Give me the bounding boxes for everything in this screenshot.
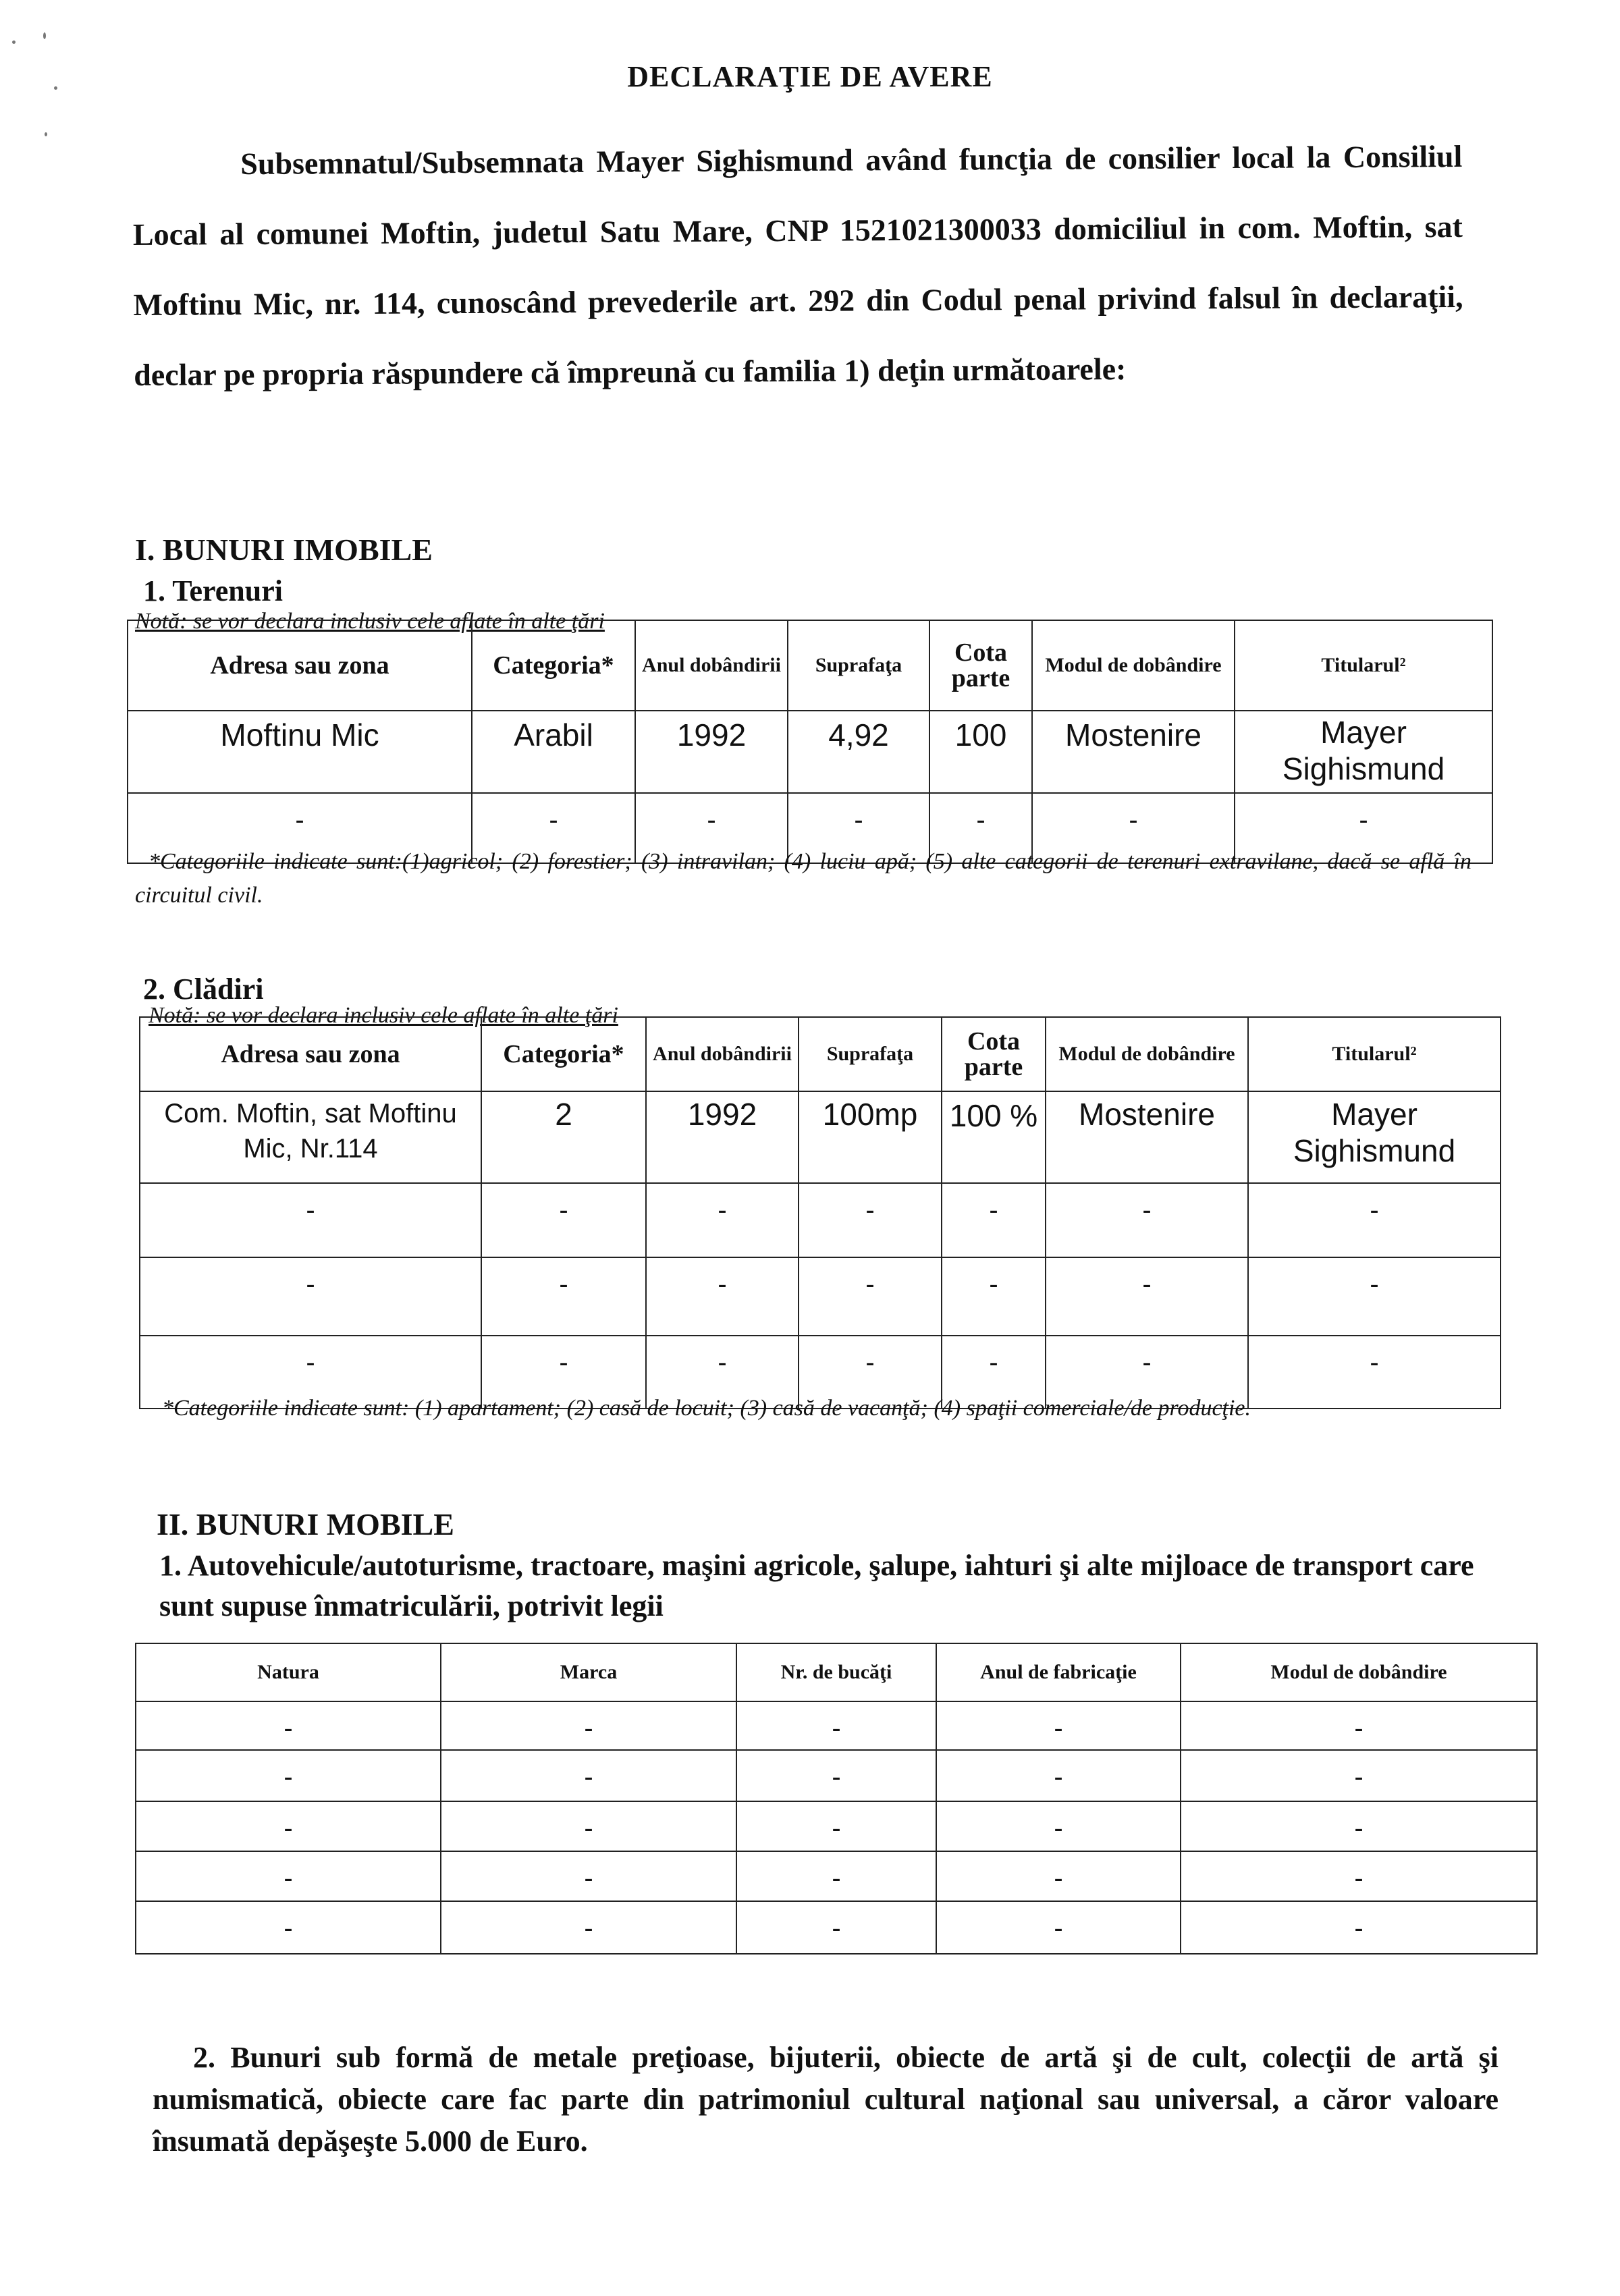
header-cota: Cota parte bbox=[929, 620, 1032, 711]
cell-cota: 100 bbox=[929, 711, 1032, 793]
cell-titularul: Mayer Sighismund bbox=[1235, 711, 1492, 793]
cell-nr-bucati: - bbox=[736, 1701, 936, 1750]
table-row bbox=[136, 1701, 1537, 1750]
cell-suprafata: - bbox=[799, 1183, 942, 1257]
cell-natura: - bbox=[136, 1901, 441, 1954]
scan-speck bbox=[43, 32, 46, 39]
note-terenuri: Notă: se vor declara inclusiv cele aflate în alte ţări bbox=[135, 609, 605, 634]
section-heading-mobile: II. BUNURI MOBILE bbox=[157, 1507, 454, 1541]
header-titularul: Titularul² bbox=[1248, 1017, 1501, 1091]
cell-nr-bucati: - bbox=[736, 1750, 936, 1801]
cell-categoria: Arabil bbox=[472, 711, 635, 793]
section-heading-imobile: I. BUNURI IMOBILE bbox=[135, 532, 433, 567]
cell-anul: 1992 bbox=[635, 711, 788, 793]
table-header-row bbox=[140, 1017, 1501, 1091]
cell-cota: - bbox=[929, 793, 1032, 863]
cell-modul: - bbox=[1181, 1901, 1537, 1954]
cell-marca: - bbox=[441, 1750, 736, 1801]
header-adresa: Adresa sau zona bbox=[140, 1017, 481, 1091]
cell-categoria: 2 bbox=[481, 1091, 646, 1183]
cell-titularul: - bbox=[1248, 1183, 1501, 1257]
cell-adresa: - bbox=[140, 1336, 481, 1409]
document-title: DECLARAŢIE DE AVERE bbox=[627, 60, 993, 93]
terenuri-table bbox=[127, 620, 1493, 864]
cell-nr-bucati: - bbox=[736, 1901, 936, 1954]
table-row bbox=[140, 1091, 1501, 1183]
cell-anul-fabricatie: - bbox=[936, 1801, 1181, 1851]
header-adresa: Adresa sau zona bbox=[128, 620, 472, 711]
cell-anul: - bbox=[646, 1183, 799, 1257]
footnote-terenuri: *Categoriile indicate sunt:(1)agricol; (2) forestier; (3) intravilan; (4) luciu apă; (5) alte categorii de terenuri extravilane, dacă se află în circuitul civil. bbox=[135, 849, 1472, 908]
cell-categoria: - bbox=[481, 1336, 646, 1409]
header-cota: Cota parte bbox=[942, 1017, 1046, 1091]
cell-marca: - bbox=[441, 1901, 736, 1954]
vehicule-table bbox=[135, 1643, 1538, 1955]
header-suprafata: Suprafaţa bbox=[799, 1017, 942, 1091]
table-row bbox=[136, 1750, 1537, 1801]
cell-anul: - bbox=[646, 1257, 799, 1336]
header-anul: Anul dobândirii bbox=[646, 1017, 799, 1091]
footnote-cladiri: *Categoriile indicate sunt: (1) apartament; (2) casă de locuit; (3) casă de vacanţă; (4) spaţii comerciale/de producţie. bbox=[162, 1396, 1251, 1421]
declaration-intro: Subsemnatul/Subsemnata Mayer Sighismund având funcţia de consilier local la Consiliul Local al comunei Moftin, judetul Satu Mare, CNP 1521021300033 domiciliul in com. Moftin, sat Moftinu Mic, nr. 114, cunoscând prevederile art. 292 din Codul penal privind falsul în declaraţii, declar pe propria răspundere că împreună cu familia 1) deţin următoarele: bbox=[132, 138, 1463, 392]
cell-cota: - bbox=[942, 1257, 1046, 1336]
cell-categoria: - bbox=[481, 1183, 646, 1257]
cell-adresa: Moftinu Mic bbox=[128, 711, 472, 793]
cell-modul: - bbox=[1181, 1750, 1537, 1801]
cell-natura: - bbox=[136, 1801, 441, 1851]
header-modul: Modul de dobândire bbox=[1046, 1017, 1248, 1091]
cell-titularul: - bbox=[1235, 793, 1492, 863]
cell-natura: - bbox=[136, 1750, 441, 1801]
header-modul: Modul de dobândire bbox=[1181, 1643, 1537, 1701]
cell-titularul: Mayer Sighismund bbox=[1248, 1091, 1501, 1183]
cell-modul: - bbox=[1032, 793, 1235, 863]
cell-modul: - bbox=[1046, 1257, 1248, 1336]
cell-cota: - bbox=[942, 1336, 1046, 1409]
cell-cota: - bbox=[942, 1183, 1046, 1257]
cell-modul: - bbox=[1046, 1336, 1248, 1409]
cell-suprafata: - bbox=[799, 1336, 942, 1409]
note-cladiri: Notă: se vor declara inclusiv cele aflate în alte ţări bbox=[148, 1003, 618, 1028]
cell-anul: - bbox=[646, 1336, 799, 1409]
table-row bbox=[136, 1801, 1537, 1851]
table-row bbox=[140, 1183, 1501, 1257]
cell-anul-fabricatie: - bbox=[936, 1851, 1181, 1901]
cell-nr-bucati: - bbox=[736, 1801, 936, 1851]
table-header-row bbox=[128, 620, 1492, 711]
cell-modul: - bbox=[1046, 1183, 1248, 1257]
header-categoria: Categoria* bbox=[481, 1017, 646, 1091]
cell-natura: - bbox=[136, 1851, 441, 1901]
cell-adresa: - bbox=[128, 793, 472, 863]
table-row bbox=[128, 711, 1492, 793]
cell-adresa: - bbox=[140, 1257, 481, 1336]
cell-categoria: - bbox=[472, 793, 635, 863]
cell-modul: Mostenire bbox=[1032, 711, 1235, 793]
cell-modul: - bbox=[1181, 1701, 1537, 1750]
cell-anul: - bbox=[635, 793, 788, 863]
cell-modul: - bbox=[1181, 1801, 1537, 1851]
header-nr-bucati: Nr. de bucăţi bbox=[736, 1643, 936, 1701]
cell-suprafata: - bbox=[788, 793, 929, 863]
header-anul: Anul dobândirii bbox=[635, 620, 788, 711]
cell-suprafata: - bbox=[799, 1257, 942, 1336]
cell-anul-fabricatie: - bbox=[936, 1901, 1181, 1954]
header-anul-fabricatie: Anul de fabricaţie bbox=[936, 1643, 1181, 1701]
cell-titularul: - bbox=[1248, 1257, 1501, 1336]
header-marca: Marca bbox=[441, 1643, 736, 1701]
cell-modul: - bbox=[1181, 1851, 1537, 1901]
cladiri-table bbox=[139, 1016, 1501, 1409]
cell-marca: - bbox=[441, 1801, 736, 1851]
table-header-row bbox=[136, 1643, 1537, 1701]
cell-adresa: - bbox=[140, 1183, 481, 1257]
cell-nr-bucati: - bbox=[736, 1851, 936, 1901]
header-natura: Natura bbox=[136, 1643, 441, 1701]
cell-marca: - bbox=[441, 1701, 736, 1750]
header-titularul: Titularul² bbox=[1235, 620, 1492, 711]
header-modul: Modul de dobândire bbox=[1032, 620, 1235, 711]
cell-adresa: Com. Moftin, sat Moftinu Mic, Nr.114 bbox=[140, 1091, 481, 1183]
subsection-heading-cladiri: 2. Clădiri bbox=[143, 973, 264, 1006]
cell-suprafata: 100mp bbox=[799, 1091, 942, 1183]
cell-marca: - bbox=[441, 1851, 736, 1901]
subsection-heading-vehicule: 1. Autovehicule/autoturisme, tractoare, maşini agricole, şalupe, iahturi şi alte mijloace de transport care sunt supuse înmatriculării, potrivit legii bbox=[159, 1549, 1474, 1622]
cell-titularul: - bbox=[1248, 1336, 1501, 1409]
cell-anul: 1992 bbox=[646, 1091, 799, 1183]
cell-suprafata: 4,92 bbox=[788, 711, 929, 793]
header-suprafata: Suprafaţa bbox=[788, 620, 929, 711]
cell-cota: 100 % bbox=[942, 1091, 1046, 1183]
table-row bbox=[136, 1851, 1537, 1901]
table-row bbox=[140, 1257, 1501, 1336]
subsection-heading-terenuri: 1. Terenuri bbox=[143, 574, 284, 607]
subsection-heading-metale: 2. Bunuri sub formă de metale preţioase, bijuterii, obiecte de artă şi de cult, colecţii de artă şi numismatică, obiecte care fac parte din patrimoniul cultural naţional sau universal, a căror valoare însumată depăşeşte 5.000 de Euro. bbox=[153, 2041, 1498, 2158]
cell-categoria: - bbox=[481, 1257, 646, 1336]
cell-anul-fabricatie: - bbox=[936, 1701, 1181, 1750]
cell-anul-fabricatie: - bbox=[936, 1750, 1181, 1801]
cell-natura: - bbox=[136, 1701, 441, 1750]
scan-speck bbox=[12, 40, 16, 44]
table-row bbox=[136, 1901, 1537, 1954]
scan-speck bbox=[45, 132, 47, 136]
header-categoria: Categoria* bbox=[472, 620, 635, 711]
cell-modul: Mostenire bbox=[1046, 1091, 1248, 1183]
